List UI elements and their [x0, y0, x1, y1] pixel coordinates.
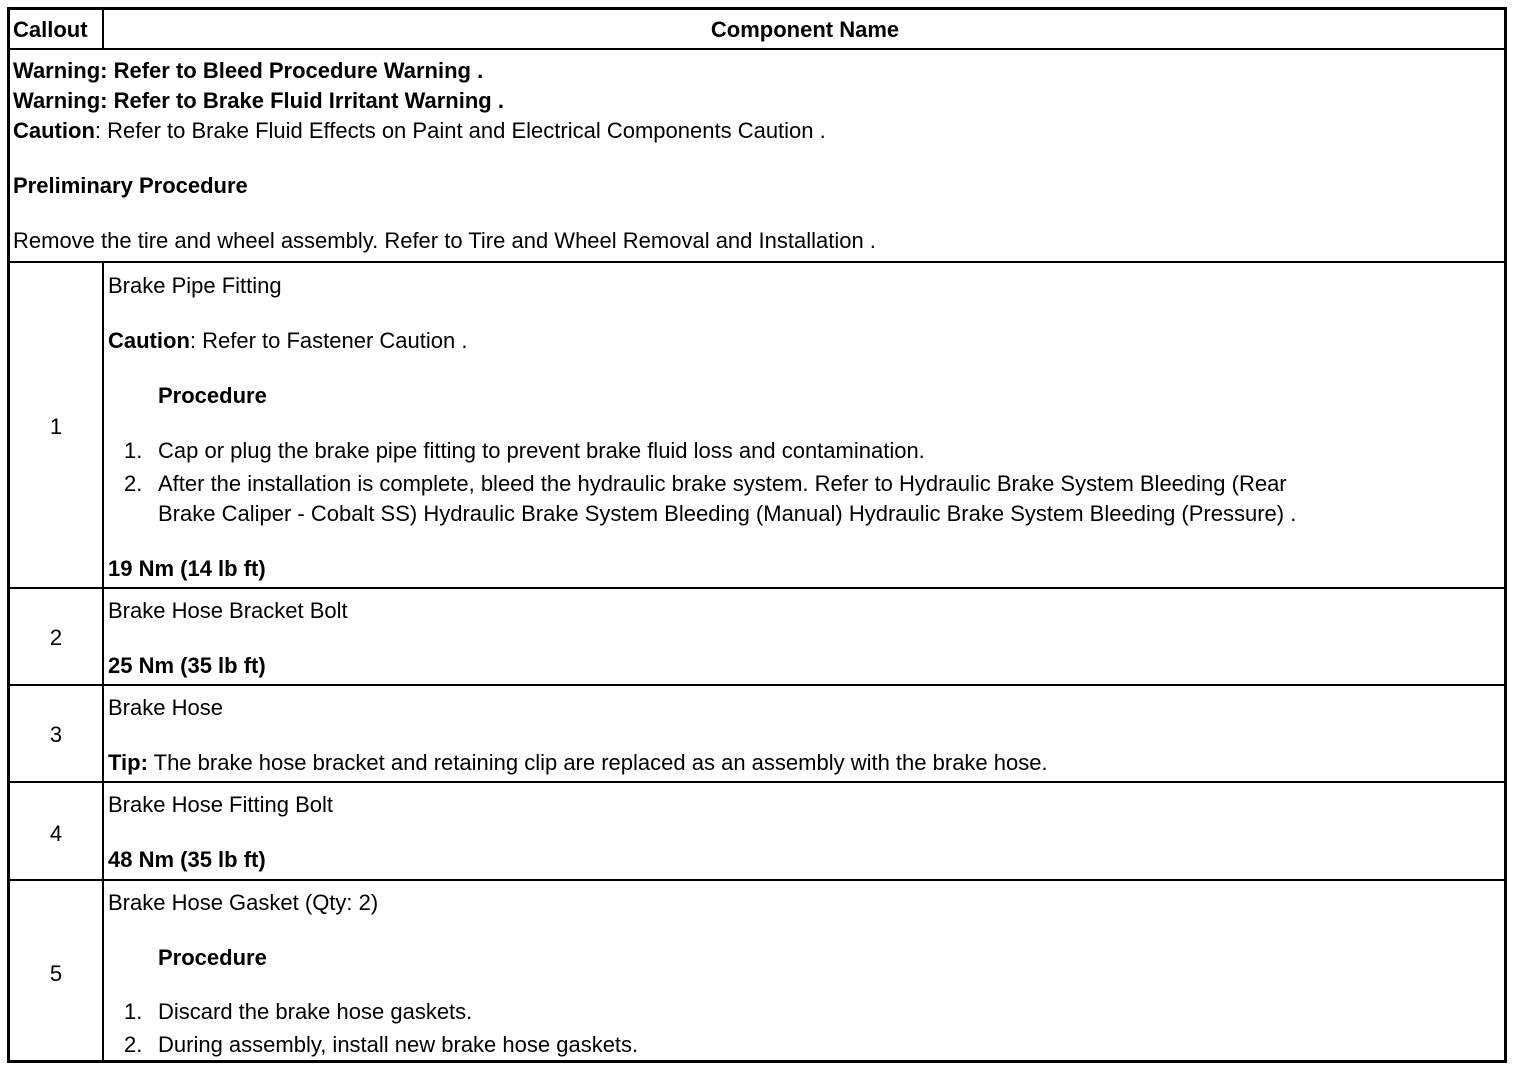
header-component-cell — [106, 10, 1504, 48]
torque-spec: 19 Nm (14 lb ft) — [108, 556, 266, 581]
step-number: 1. — [124, 438, 143, 463]
callout-number: 2 — [49, 625, 63, 650]
preliminary-procedure-text: Remove the tire and wheel assembly. Refer to Tire and Wheel Removal and Installation . — [13, 228, 876, 253]
warning-label: Warning: — [13, 58, 108, 83]
component-name: Brake Hose — [108, 695, 223, 720]
component-name: Brake Hose Bracket Bolt — [108, 598, 348, 623]
step-text: Cap or plug the brake pipe fitting to prevent brake fluid loss and contamination. — [158, 438, 925, 463]
step-text-continued: Brake Caliper - Cobalt SS) Hydraulic Brake System Bleeding (Manual) Hydraulic Brake System Bleeding (Pressure) . — [158, 501, 1297, 526]
component-name: Brake Pipe Fitting — [108, 273, 282, 298]
caution-text: : Refer to Brake Fluid Effects on Paint and Electrical Components Caution . — [94, 118, 826, 143]
warning-text: Refer to Bleed Procedure Warning . — [107, 58, 484, 83]
caution-line — [108, 328, 467, 354]
preliminary-procedure-title: Preliminary Procedure — [13, 173, 248, 198]
tip-text: The brake hose bracket and retaining clip are replaced as an assembly with the brake hose. — [147, 750, 1048, 775]
callout-cell — [10, 783, 104, 879]
step-text: After the installation is complete, bleed the hydraulic brake system. Refer to Hydraulic Brake System Bleeding (Rear — [158, 471, 1287, 496]
table-row — [10, 881, 1504, 1060]
component-cell — [106, 263, 1504, 587]
warning-line-1 — [13, 58, 483, 84]
intro-block — [10, 50, 1504, 263]
component-name: Brake Hose Fitting Bolt — [108, 792, 333, 817]
callout-cell — [10, 589, 104, 684]
table-row — [10, 589, 1504, 686]
component-cell — [106, 589, 1504, 684]
component-cell — [106, 881, 1504, 1060]
header-callout: Callout — [13, 17, 88, 42]
callout-cell — [10, 881, 104, 1060]
caution-text: : Refer to Fastener Caution . — [189, 328, 468, 353]
step-number: 1. — [124, 999, 143, 1024]
callout-number: 1 — [49, 414, 63, 439]
torque-spec: 48 Nm (35 lb ft) — [108, 847, 266, 872]
tip-line — [108, 750, 1048, 776]
component-cell — [106, 686, 1504, 781]
warning-line-2 — [13, 88, 504, 114]
caution-label: Caution — [108, 328, 190, 353]
step-text: Discard the brake hose gaskets. — [158, 999, 473, 1024]
tip-label: Tip: — [108, 750, 148, 775]
step-number: 2. — [124, 1032, 143, 1057]
header-callout-cell — [10, 10, 104, 48]
torque-spec: 25 Nm (35 lb ft) — [108, 653, 266, 678]
callout-number: 3 — [49, 722, 63, 747]
warning-label: Warning: — [13, 88, 108, 113]
table-row — [10, 783, 1504, 881]
header-component-name: Component Name — [710, 17, 900, 42]
component-table — [7, 7, 1507, 1063]
callout-number: 4 — [49, 821, 63, 846]
table-row — [10, 686, 1504, 783]
component-name: Brake Hose Gasket (Qty: 2) — [108, 890, 379, 915]
warning-text: Refer to Brake Fluid Irritant Warning . — [107, 88, 504, 113]
component-cell — [106, 783, 1504, 879]
callout-cell — [10, 263, 104, 587]
caution-line — [13, 118, 826, 144]
table-header-row — [10, 10, 1504, 50]
procedure-title: Procedure — [158, 383, 267, 408]
step-number: 2. — [124, 471, 143, 496]
caution-label: Caution — [13, 118, 95, 143]
table-row — [10, 263, 1504, 589]
callout-cell — [10, 686, 104, 781]
procedure-title: Procedure — [158, 945, 267, 970]
callout-number: 5 — [49, 961, 63, 986]
step-text: During assembly, install new brake hose gaskets. — [158, 1032, 639, 1057]
